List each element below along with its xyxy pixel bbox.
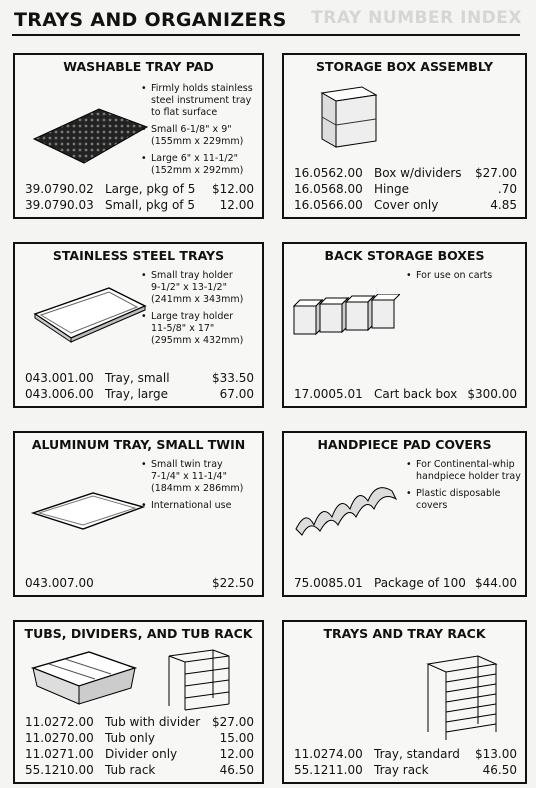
- tub-rack-illustration: [165, 648, 235, 712]
- price-row: 11.0272.00 Tub with divider $27.00: [25, 715, 254, 729]
- page-title: TRAYS AND ORGANIZERS: [14, 9, 287, 31]
- bullet-item: • Small 6-1/8" x 9" (155mm x 229mm): [141, 124, 253, 148]
- storage-box-illustration: [314, 79, 384, 159]
- price-table: [294, 165, 517, 213]
- price-row: 39.0790.03 Small, pkg of 5 12.00: [25, 198, 254, 212]
- bullet-item: • Small tray holder 9-1/2" x 13-1/2" (241mm x 343mm): [141, 270, 243, 306]
- bullet-item: • For Continental-whip handpiece holder tray: [406, 459, 521, 483]
- panel-title: STAINLESS STEEL TRAYS: [52, 248, 225, 263]
- pad-cover-illustration: [292, 469, 402, 539]
- tray-pad-illustration: [29, 99, 149, 169]
- panel-back-storage-boxes: [282, 242, 527, 408]
- panel-title: HANDPIECE PAD COVERS: [317, 437, 492, 452]
- bullet-list: [406, 270, 492, 287]
- bullet-item: • International use: [141, 500, 243, 512]
- price-row: 39.0790.02 Large, pkg of 5 $12.00: [25, 182, 254, 196]
- price-row: 043.006.00 Tray, large 67.00: [25, 387, 254, 401]
- price-table: [25, 370, 254, 402]
- bullet-item: • Large tray holder 11-5/8" x 17" (295mm x 432mm): [141, 311, 243, 347]
- panel-aluminum-tray: [13, 431, 264, 597]
- price-row: 16.0562.00 Box w/dividers $27.00: [294, 166, 517, 180]
- price-table: [294, 746, 517, 778]
- panel-washable-tray-pad: [13, 53, 264, 219]
- panel-handpiece-pad-covers: [282, 431, 527, 597]
- back-boxes-illustration: [290, 294, 400, 344]
- bullet-list: [406, 459, 521, 517]
- bullet-list: [141, 459, 243, 517]
- bullet-item: • Plastic disposable covers: [406, 488, 521, 512]
- panel-title: ALUMINUM TRAY, SMALL TWIN: [31, 437, 246, 452]
- bullet-list: [141, 83, 253, 182]
- panel-title: TUBS, DIVIDERS, AND TUB RACK: [24, 626, 253, 641]
- price-table: [294, 575, 517, 591]
- price-table: [294, 386, 517, 402]
- panel-tubs-and-rack: [13, 620, 264, 784]
- panel-title: WASHABLE TRAY PAD: [63, 59, 214, 74]
- bullet-item: • Firmly holds stainless steel instrument tray to flat surface: [141, 83, 253, 119]
- stainless-tray-illustration: [31, 284, 151, 354]
- price-row: 55.1210.00 Tub rack 46.50: [25, 763, 254, 777]
- price-row: 11.0270.00 Tub only 15.00: [25, 731, 254, 745]
- price-table: [25, 181, 254, 213]
- panel-storage-box-assembly: [282, 53, 527, 219]
- tray-rack-illustration: [422, 652, 502, 742]
- tub-illustration: [29, 648, 139, 708]
- price-row: 17.0005.01 Cart back box $300.00: [294, 387, 517, 401]
- bullet-item: • For use on carts: [406, 270, 492, 282]
- panel-title: TRAYS AND TRAY RACK: [323, 626, 486, 641]
- price-row: 043.001.00 Tray, small $33.50: [25, 371, 254, 385]
- price-row: 16.0568.00 Hinge .70: [294, 182, 517, 196]
- title-rule: [12, 34, 520, 36]
- price-row: 11.0274.00 Tray, standard $13.00: [294, 747, 517, 761]
- price-row: 043.007.00 $22.50: [25, 576, 254, 590]
- panel-title: BACK STORAGE BOXES: [324, 248, 485, 263]
- panel-trays-and-tray-rack: [282, 620, 527, 784]
- panel-stainless-steel-trays: [13, 242, 264, 408]
- price-row: 75.0085.01 Package of 100 $44.00: [294, 576, 517, 590]
- bullet-item: • Small twin tray 7-1/4" x 11-1/4" (184mm x 286mm): [141, 459, 243, 495]
- bullet-list: [141, 270, 243, 352]
- price-table: [25, 575, 254, 591]
- bullet-item: • Large 6" x 11-1/2" (152mm x 292mm): [141, 153, 253, 177]
- aluminum-tray-illustration: [29, 487, 149, 537]
- price-row: 55.1211.00 Tray rack 46.50: [294, 763, 517, 777]
- panel-title: STORAGE BOX ASSEMBLY: [316, 59, 493, 74]
- ghost-header: TRAY NUMBER INDEX: [311, 8, 522, 28]
- price-table: [25, 714, 254, 778]
- price-row: 16.0566.00 Cover only 4.85: [294, 198, 517, 212]
- price-row: 11.0271.00 Divider only 12.00: [25, 747, 254, 761]
